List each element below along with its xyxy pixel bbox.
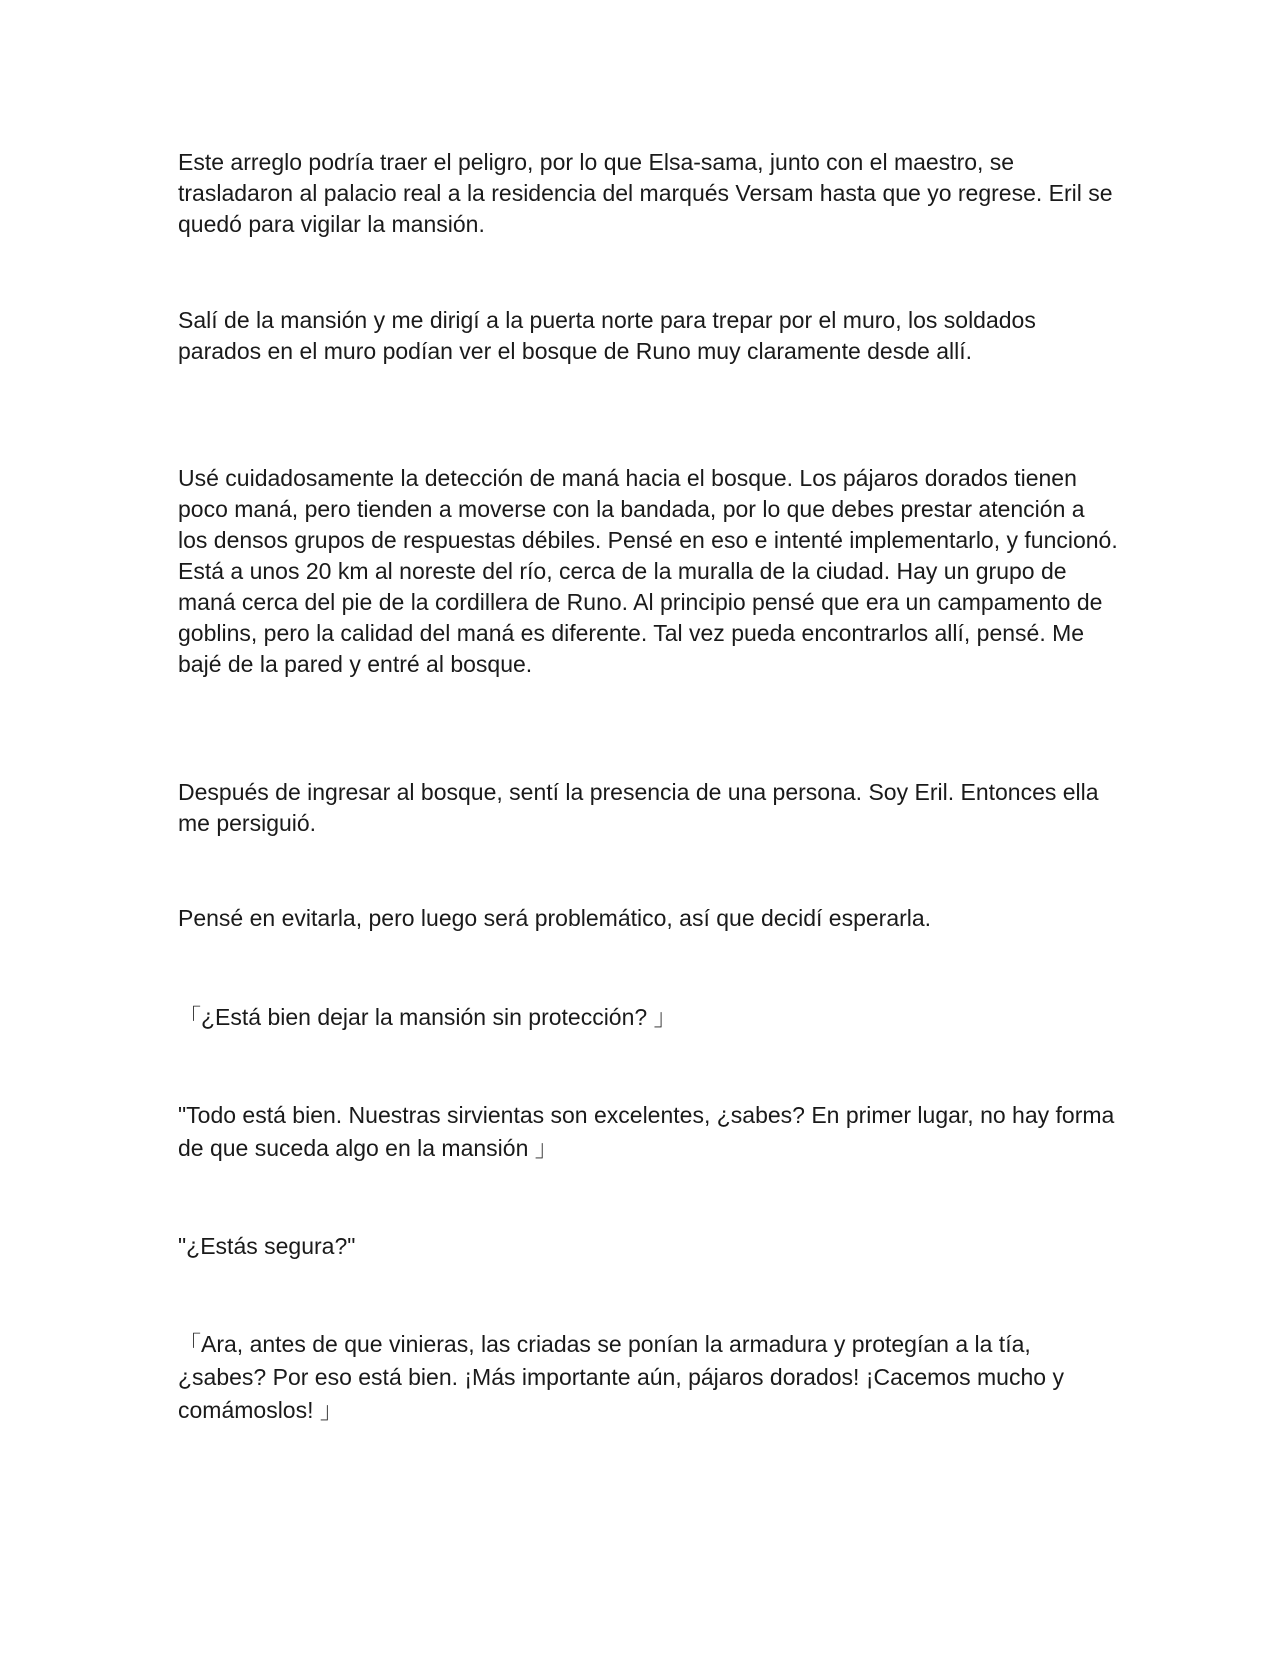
paragraph: Pensé en evitarla, pero luego será problemático, así que decidí esperarla. xyxy=(178,905,932,931)
dialogue-line: "¿Estás segura?" xyxy=(178,1233,356,1259)
dialogue-line: "Todo está bien. Nuestras sirvientas son excelentes, ¿sabes? En primer lugar, no hay forma de que suceda algo en la mansión 」 xyxy=(178,1102,1121,1161)
dialogue-line: 「¿Está bien dejar la mansión sin protección? 」 xyxy=(178,1004,677,1030)
paragraph: Después de ingresar al bosque, sentí la presencia de una persona. Soy Eril. Entonces ella me persiguió. xyxy=(178,779,1105,836)
paragraph: Este arreglo podría traer el peligro, por lo que Elsa-sama, junto con el maestro, se trasladaron al palacio real a la residencia del marqués Versam hasta que yo regrese. Eril se quedó para vigilar la mansión. xyxy=(178,149,1119,237)
paragraph: Usé cuidadosamente la detección de maná hacia el bosque. Los pájaros dorados tienen poco maná, pero tienden a moverse con la bandada, por lo que debes prestar atención a los densos grupos de respuestas débiles. Pensé en eso e intenté implementarlo, y funcionó. Está a unos 20 km al noreste del río, cerca de la muralla de la ciudad. Hay un grupo de maná cerca del pie de la cordillera de Runo. Al principio pensé que era un campamento de goblins, pero la calidad del maná es diferente. Tal vez pueda encontrarlos allí, pensé. Me bajé de la pared y entré al bosque. xyxy=(178,465,1125,677)
paragraph: Salí de la mansión y me dirigí a la puerta norte para trepar por el muro, los soldados parados en el muro podían ver el bosque de Runo muy claramente desde allí. xyxy=(178,307,1043,364)
dialogue-line: 「Ara, antes de que vinieras, las criadas se ponían la armadura y protegían a la tía, ¿sabes? Por eso está bien. ¡Más importante aún, pájaros dorados! ¡Cacemos mucho y comámoslos! 」 xyxy=(178,1331,1071,1423)
